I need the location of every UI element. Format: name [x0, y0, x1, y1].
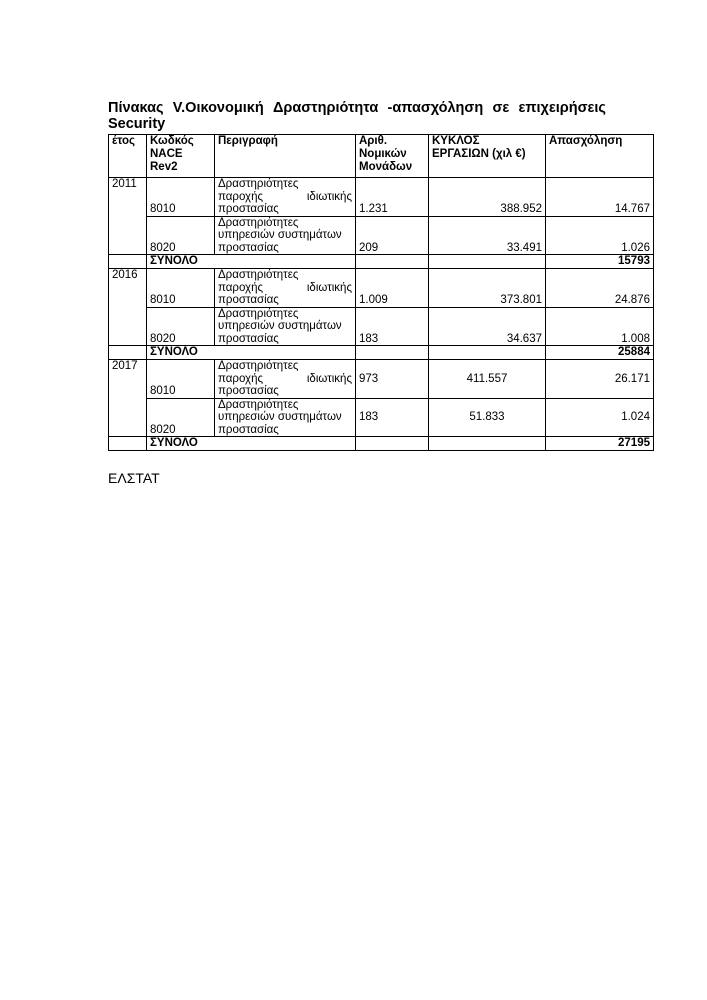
legal-units-cell: 1.231	[356, 178, 429, 217]
nace-code-cell: 8010	[147, 269, 215, 308]
employment-cell: 1.008	[546, 307, 654, 346]
turnover-cell: 33.491	[429, 216, 546, 255]
employment-cell: 14.767	[546, 178, 654, 217]
total-label: ΣΥΝΟΛΟ	[147, 437, 356, 451]
header-legal-units: Αριθ. Νομικών Μονάδων	[356, 135, 429, 178]
empty-cell	[356, 255, 429, 269]
total-employment-cell: 15793	[546, 255, 654, 269]
table-title	[108, 100, 608, 132]
legal-units-cell: 1.009	[356, 269, 429, 308]
header-nace-code: Κωδκός NACE Rev2	[147, 135, 215, 178]
legal-units-cell: 973	[356, 360, 429, 399]
total-label: ΣΥΝΟΛΟ	[147, 255, 356, 269]
empty-cell	[356, 437, 429, 451]
empty-cell	[356, 346, 429, 360]
source-note: ΕΛΣΤΑΤ	[108, 470, 160, 486]
title-word: V.Οικονομική	[172, 100, 264, 116]
empty-cell	[109, 437, 147, 451]
total-row	[109, 346, 654, 360]
header-description: Περιγραφή	[215, 135, 356, 178]
header-year: έτος	[109, 135, 147, 178]
total-row	[109, 437, 654, 451]
legal-units-cell: 209	[356, 216, 429, 255]
table-row	[109, 178, 654, 217]
turnover-cell: 373.801	[429, 269, 546, 308]
total-label: ΣΥΝΟΛΟ	[147, 346, 356, 360]
total-employment-cell: 27195	[546, 437, 654, 451]
security-activity-table	[108, 134, 654, 451]
nace-code-cell: 8020	[147, 307, 215, 346]
year-cell: 2011	[109, 178, 147, 255]
empty-cell	[429, 346, 546, 360]
employment-cell: 1.024	[546, 398, 654, 437]
employment-cell: 26.171	[546, 360, 654, 399]
nace-code-cell: 8010	[147, 360, 215, 399]
title-word: Πίνακας	[108, 100, 164, 116]
turnover-cell: 388.952	[429, 178, 546, 217]
table-row	[109, 216, 654, 255]
description-cell: Δραστηριότητες παροχής ιδιωτικής προστασίας	[215, 360, 356, 399]
table-row	[109, 360, 654, 399]
title-word: σε	[492, 100, 510, 116]
empty-cell	[109, 346, 147, 360]
header-turnover: ΚΥΚΛΟΣ ΕΡΓΑΣΙΩΝ (χιλ €)	[429, 135, 546, 178]
total-employment-cell: 25884	[546, 346, 654, 360]
table-row	[109, 307, 654, 346]
table-row	[109, 269, 654, 308]
description-cell: Δραστηριότητες παροχής ιδιωτικής προστασίας	[215, 178, 356, 217]
table-row	[109, 398, 654, 437]
nace-code-cell: 8010	[147, 178, 215, 217]
legal-units-cell: 183	[356, 307, 429, 346]
description-cell: Δραστηριότητες υπηρεσιών συστημάτων προστασίας	[215, 216, 356, 255]
header-employment: Απασχόληση	[546, 135, 654, 178]
title-word: επιχειρήσεις	[518, 100, 606, 116]
description-cell: Δραστηριότητες υπηρεσιών συστημάτων προστασίας	[215, 307, 356, 346]
empty-cell	[429, 255, 546, 269]
description-cell: Δραστηριότητες υπηρεσιών συστημάτων προστασίας	[215, 398, 356, 437]
year-cell: 2017	[109, 360, 147, 437]
legal-units-cell: 183	[356, 398, 429, 437]
turnover-cell: 51.833	[429, 398, 546, 437]
year-cell: 2016	[109, 269, 147, 346]
description-cell: Δραστηριότητες παροχής ιδιωτικής προστασίας	[215, 269, 356, 308]
table-title-line2: Security	[108, 116, 166, 132]
table-title-line1	[108, 100, 606, 116]
title-word: -απασχόληση	[387, 100, 484, 116]
nace-code-cell: 8020	[147, 216, 215, 255]
turnover-cell: 411.557	[429, 360, 546, 399]
total-row	[109, 255, 654, 269]
employment-cell: 24.876	[546, 269, 654, 308]
empty-cell	[109, 255, 147, 269]
empty-cell	[429, 437, 546, 451]
header-row	[109, 135, 654, 178]
turnover-cell: 34.637	[429, 307, 546, 346]
employment-cell: 1.026	[546, 216, 654, 255]
title-word: Δραστηριότητα	[272, 100, 379, 116]
nace-code-cell: 8020	[147, 398, 215, 437]
